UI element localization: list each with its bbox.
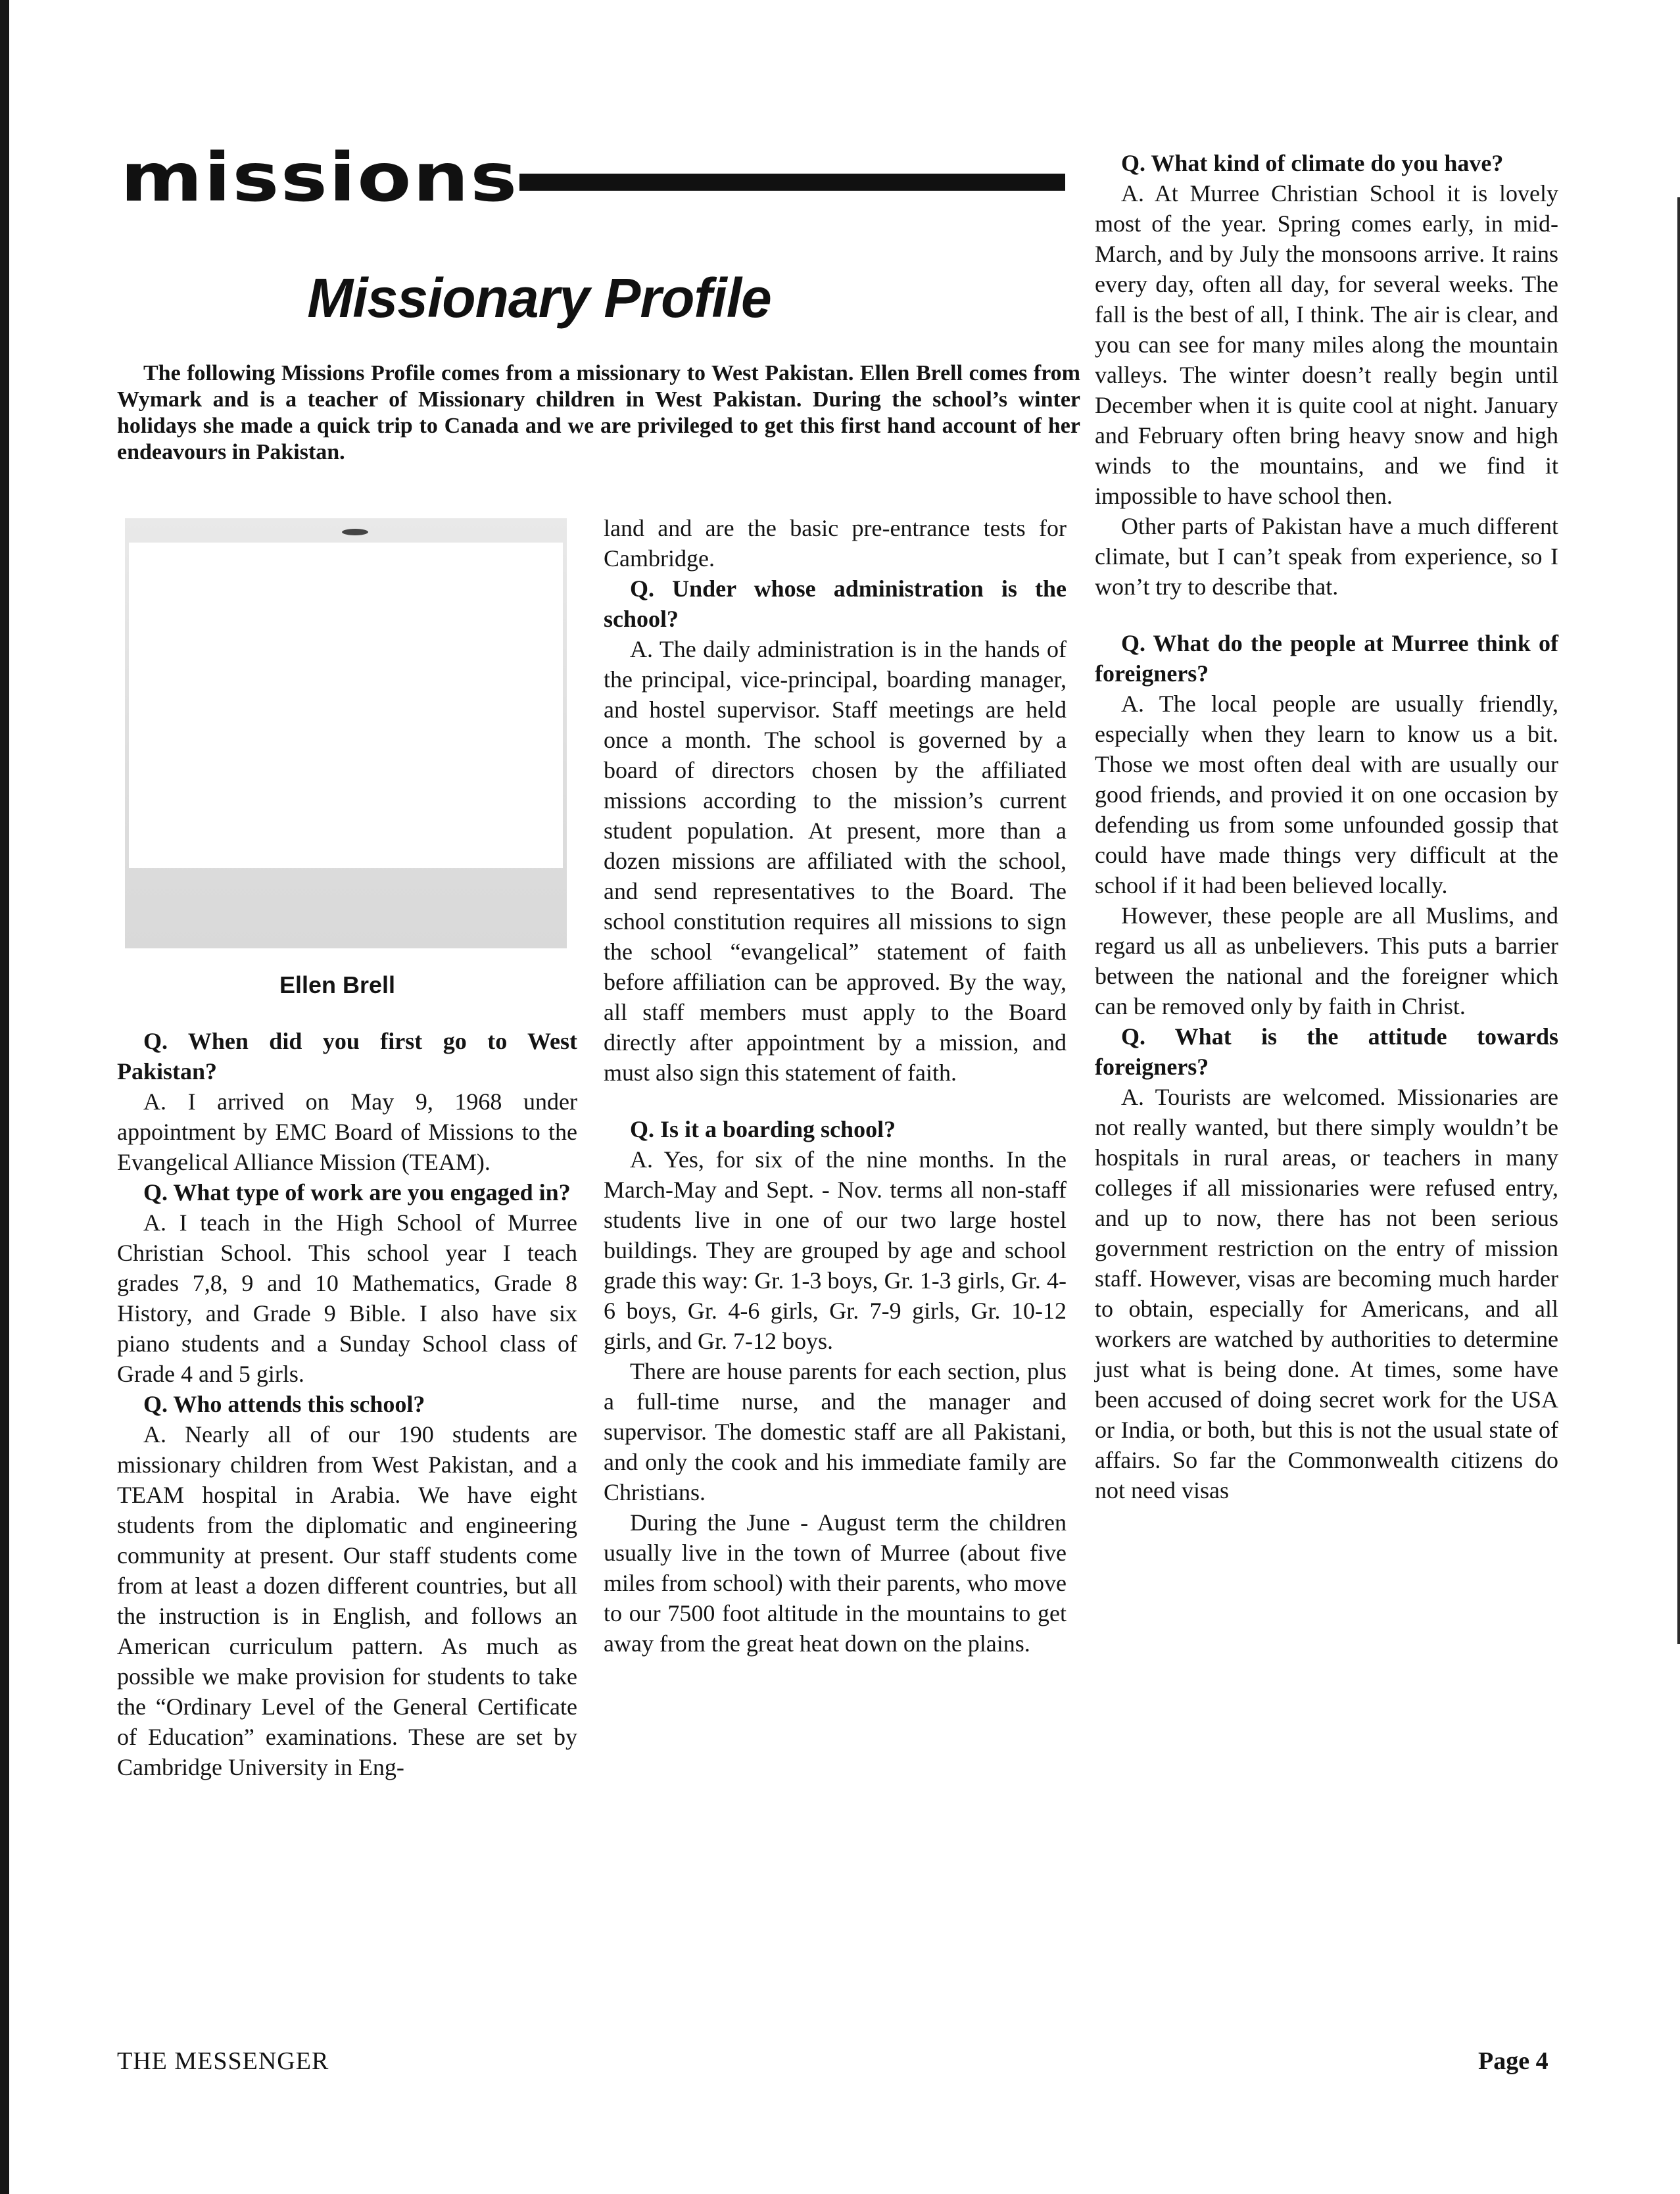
interview-question: Q. What do the people at Murree think of foreigners?	[1095, 630, 1558, 687]
paragraph-gap	[1095, 602, 1558, 628]
interview-answer: A. The daily administration is in the hands of the principal, vice-principal, boarding manager, and hostel supervisor. Staff meetings are held once a month. The school is governed by a board of directors chosen by the affiliated missions according to the mission’s current student population. At present, more than a dozen missions are affiliated with the school, and send representatives to the Board. The school constitution requires all missions to sign the school “evangelical” statement of faith before affiliation can be approved. By the way, all staff members must apply to the Board directly after appointment by a mission, and must also sign this statement of faith.	[604, 636, 1067, 1086]
page-edge-shadow-right	[1677, 197, 1680, 1644]
section-masthead: missions	[120, 139, 519, 217]
interview-answer: A. Nearly all of our 190 students are missionary children from West Pakistan, and a TEAM hospital in Arabia. We have eight students from the diplomatic and engineering community at present. Our staff students come from at least a dozen different countries, but all the instruction is in English, and follows an American curriculum pattern. As much as possible we make provision for students to take the “Ordinary Level of the General Certificate of Education” examinations. These are set by Cambridge University in Eng-	[117, 1421, 577, 1780]
interview-answer: A. At Murree Christian School it is lovely most of the year. Spring comes early, in mid-March, and by July the monsoons arrive. It rains every day, often all day, for several weeks. The fall is the best of all, I think. The air is clear, and you can see for many miles along the mountain valleys. The winter doesn’t really begin until December when it is quite cool at night. January and February often bring heavy snow and high winds to the mountains, and we find it impossible to have school then.	[1095, 180, 1558, 509]
paragraph-gap	[604, 1088, 1067, 1114]
text-column-3	[1095, 148, 1558, 1505]
interview-answer: However, these people are all Muslims, and regard us all as unbelievers. This puts a barrier between the national and the foreigner which can be removed only by faith in Christ.	[1095, 902, 1558, 1019]
interview-answer: A. I arrived on May 9, 1968 under appointment by EMC Board of Missions to the Evangelical Alliance Mission (TEAM).	[117, 1088, 577, 1175]
page-title: Missionary Profile	[307, 267, 771, 329]
portrait-redacted-area	[129, 543, 563, 868]
interview-answer: A. Yes, for six of the nine months. In the March-May and Sept. - Nov. terms all non-staff students live in one of our two large hostel buildings. They are grouped by age and school grade this way: Gr. 1-3 boys, Gr. 1-3 girls, Gr. 4-6 boys, Gr. 4-6 girls, Gr. 7-9 girls, Gr. 10-12 girls, and Gr. 7-12 boys.	[604, 1146, 1067, 1354]
interview-answer: A. The local people are usually friendly, especially when they learn to know us a bit. Those we most often deal with are usually our good friends, and provied it on one occasion by defending us from some unfounded gossip that could have made things very difficult at the school if it had been believed locally.	[1095, 691, 1558, 898]
photo-caption: Ellen Brell	[279, 971, 396, 998]
text-column-1	[117, 1026, 577, 1782]
interview-question: Q. Under whose administration is the school?	[604, 575, 1067, 632]
page-number: Page 4	[1478, 2047, 1548, 2075]
text-column-2	[604, 513, 1067, 1659]
interview-question: Q. What is the attitude towards foreigners?	[1095, 1023, 1558, 1080]
interview-question: Q. When did you first go to West Pakistan?	[117, 1028, 577, 1085]
intro-paragraph: The following Missions Profile comes from a missionary to West Pakistan. Ellen Brell comes from Wymark and is a teacher of Missionary children in West Pakistan. During the school’s winter holidays she made a quick trip to Canada and we are privileged to get this first hand account of her endeavours in Pakistan.	[117, 361, 1080, 464]
interview-answer: There are house parents for each section, plus a full-time nurse, and the manager and supervisor. The domestic staff are all Pakistani, and only the cook and his immediate family are Christians.	[604, 1358, 1067, 1505]
interview-answer: A. I teach in the High School of Murree Christian School. This school year I teach grades 7,8, 9 and 10 Mathematics, Grade 8 History, and Grade 9 Bible. I also have six piano students and a Sunday School class of Grade 4 and 5 girls.	[117, 1209, 577, 1387]
interview-answer: Other parts of Pakistan have a much different climate, but I can’t speak from experience, so I won’t try to describe that.	[1095, 513, 1558, 600]
interview-question: Q. What type of work are you engaged in?	[143, 1179, 571, 1206]
interview-answer: A. Tourists are welcomed. Missionaries are not really wanted, but there simply wouldn’t be hospitals in rural areas, or teachers in many colleges if all missionaries were refused entry, and up to now, there has not been serious government restriction on the entry of mission staff. However, visas are becoming much harder to obtain, especially for Americans, and all workers are watched by authorities to determine just what is being done. At times, some have been accused of doing secret work for the USA or India, or both, but this is not the usual state of affairs. So far the Commonwealth citizens do not need visas	[1095, 1084, 1558, 1503]
interview-question: Q. Who attends this school?	[143, 1391, 425, 1417]
interview-answer: During the June - August term the children usually live in the town of Murree (about five miles from school) with their parents, who move to our 7500 foot altitude in the mountains to get away from the great heat down on the plains.	[604, 1509, 1067, 1657]
publication-name: THE MESSENGER	[117, 2047, 329, 2075]
masthead-rule	[519, 174, 1065, 191]
interview-question: Q. What kind of climate do you have?	[1121, 150, 1504, 176]
interview-question: Q. Is it a boarding school?	[630, 1116, 896, 1142]
photo-detail	[342, 529, 368, 535]
interview-answer: land and are the basic pre-entrance tests for Cambridge.	[604, 515, 1067, 572]
